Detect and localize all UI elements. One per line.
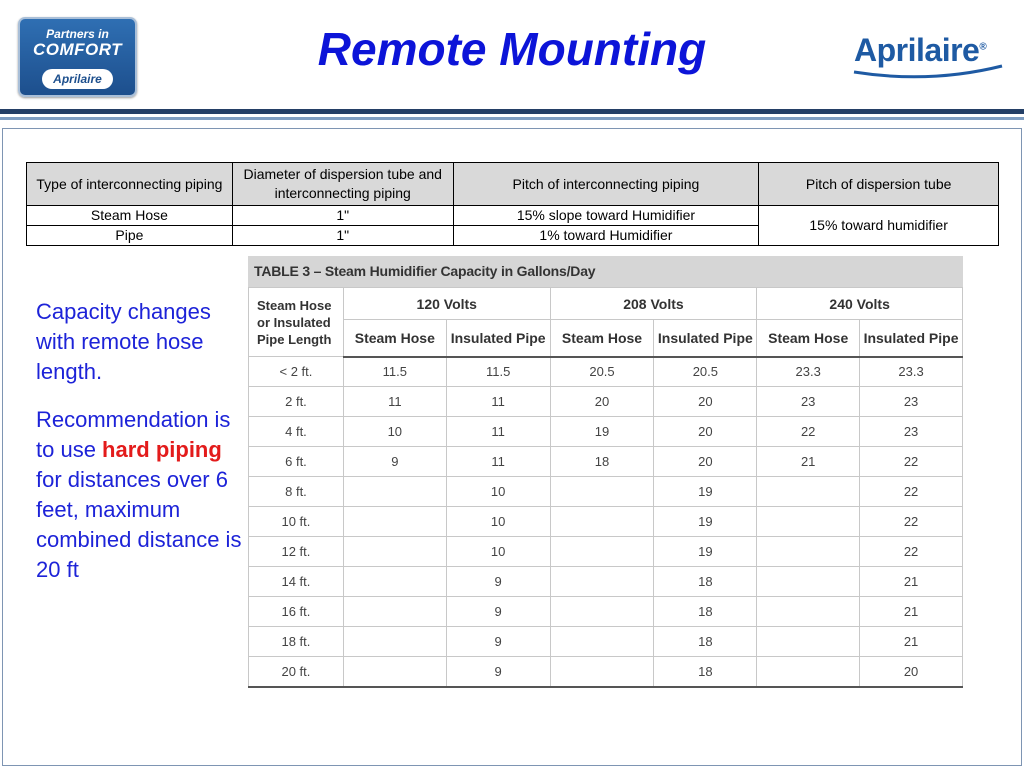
sub-header: Steam Hose (550, 320, 654, 357)
pipe-cell-pitch: 15% slope toward Humidifier (453, 206, 759, 226)
capacity-cell: 9 (446, 597, 550, 627)
table-row (249, 477, 963, 507)
voltage-header-120: 120 Volts (343, 288, 550, 320)
capacity-cell: 22 (757, 417, 860, 447)
capacity-cell: 11 (446, 387, 550, 417)
capacity-cell: 9 (446, 567, 550, 597)
capacity-cell: 22 (860, 477, 963, 507)
logo-text: Aprilaire® (854, 32, 987, 68)
capacity-cell (343, 477, 446, 507)
capacity-table-body (249, 357, 963, 687)
capacity-cell (757, 597, 860, 627)
sub-header: Steam Hose (757, 320, 860, 357)
capacity-cell: 23 (757, 387, 860, 417)
capacity-cell: 20 (860, 657, 963, 687)
capacity-cell: 22 (860, 507, 963, 537)
capacity-cell (550, 627, 654, 657)
capacity-cell: 18 (654, 597, 757, 627)
capacity-cell: 21 (757, 447, 860, 477)
capacity-cell: 10 (343, 417, 446, 447)
capacity-table-block (248, 256, 963, 688)
capacity-cell: 9 (446, 657, 550, 687)
capacity-cell: 9 (446, 627, 550, 657)
length-cell: 4 ft. (249, 417, 344, 447)
pipe-header-type: Type of interconnecting piping (27, 163, 233, 206)
badge-line-2: COMFORT (32, 40, 123, 59)
capacity-table (248, 287, 963, 688)
pipe-header-diameter: Diameter of dispersion tube and interconnecting piping (232, 163, 453, 206)
table-row (249, 627, 963, 657)
length-cell: 10 ft. (249, 507, 344, 537)
capacity-cell (550, 657, 654, 687)
table-row (249, 417, 963, 447)
length-cell: < 2 ft. (249, 357, 344, 387)
capacity-cell (550, 477, 654, 507)
pipe-cell-type: Pipe (27, 226, 233, 246)
capacity-cell: 18 (654, 657, 757, 687)
capacity-cell: 18 (654, 627, 757, 657)
capacity-cell: 11.5 (343, 357, 446, 387)
capacity-cell: 10 (446, 537, 550, 567)
length-cell: 16 ft. (249, 597, 344, 627)
capacity-cell (343, 657, 446, 687)
capacity-cell (757, 567, 860, 597)
length-cell: 8 ft. (249, 477, 344, 507)
capacity-cell: 19 (654, 507, 757, 537)
capacity-cell: 22 (860, 537, 963, 567)
voltage-header-240: 240 Volts (757, 288, 963, 320)
capacity-cell (343, 507, 446, 537)
capacity-cell: 23 (860, 387, 963, 417)
note-capacity: Capacity changes with remote hose length. (36, 299, 211, 384)
pipe-cell-type: Steam Hose (27, 206, 233, 226)
table-row (249, 657, 963, 687)
capacity-cell (757, 477, 860, 507)
capacity-cell: 19 (550, 417, 654, 447)
capacity-cell: 21 (860, 597, 963, 627)
capacity-cell (757, 537, 860, 567)
length-cell: 20 ft. (249, 657, 344, 687)
capacity-cell: 23.3 (860, 357, 963, 387)
table-row (249, 597, 963, 627)
table-row (249, 507, 963, 537)
capacity-cell (343, 537, 446, 567)
capacity-cell: 20.5 (654, 357, 757, 387)
capacity-cell: 20.5 (550, 357, 654, 387)
sub-header: Steam Hose (343, 320, 446, 357)
length-cell: 2 ft. (249, 387, 344, 417)
table-row (249, 387, 963, 417)
capacity-cell: 10 (446, 507, 550, 537)
sub-header: Insulated Pipe (654, 320, 757, 357)
table-row (249, 537, 963, 567)
capacity-cell: 11.5 (446, 357, 550, 387)
slide-title: Remote Mounting (317, 23, 707, 75)
capacity-cell: 19 (654, 537, 757, 567)
capacity-cell (343, 627, 446, 657)
pipe-cell-pitch: 1% toward Humidifier (453, 226, 759, 246)
header-rule-light (0, 117, 1024, 120)
capacity-cell: 20 (654, 447, 757, 477)
voltage-header-208: 208 Volts (550, 288, 757, 320)
capacity-cell: 18 (550, 447, 654, 477)
capacity-cell: 11 (446, 447, 550, 477)
aprilaire-logo (850, 28, 1010, 80)
capacity-cell (757, 627, 860, 657)
capacity-cell (550, 597, 654, 627)
highlight-hard-piping: hard piping (102, 437, 222, 462)
pipe-cell-diameter: 1" (232, 226, 453, 246)
capacity-cell: 10 (446, 477, 550, 507)
capacity-cell: 18 (654, 567, 757, 597)
capacity-cell (757, 507, 860, 537)
table-row (249, 567, 963, 597)
capacity-cell: 20 (654, 387, 757, 417)
capacity-cell (757, 657, 860, 687)
capacity-cell: 11 (343, 387, 446, 417)
header-rule-dark (0, 109, 1024, 114)
capacity-cell: 20 (654, 417, 757, 447)
length-cell: 6 ft. (249, 447, 344, 477)
capacity-cell: 19 (654, 477, 757, 507)
capacity-cell: 21 (860, 567, 963, 597)
table-row (249, 447, 963, 477)
length-cell: 14 ft. (249, 567, 344, 597)
capacity-cell: 23.3 (757, 357, 860, 387)
capacity-cell: 9 (343, 447, 446, 477)
capacity-cell: 21 (860, 627, 963, 657)
sub-header: Insulated Pipe (860, 320, 963, 357)
capacity-cell: 22 (860, 447, 963, 477)
piping-table (26, 162, 999, 246)
pipe-header-pitch-piping: Pitch of interconnecting piping (453, 163, 759, 206)
capacity-cell: 20 (550, 387, 654, 417)
capacity-cell (550, 537, 654, 567)
table-row (27, 206, 999, 226)
capacity-cell (343, 597, 446, 627)
badge-line-1: Partners in (46, 27, 109, 41)
length-header: Steam Hose or Insulated Pipe Length (249, 288, 344, 357)
capacity-cell (343, 567, 446, 597)
capacity-cell: 11 (446, 417, 550, 447)
table-row (249, 357, 963, 387)
capacity-table-caption: TABLE 3 – Steam Humidifier Capacity in Gallons/Day (248, 256, 963, 287)
pipe-cell-tube-pitch: 15% toward humidifier (759, 206, 999, 246)
capacity-cell (550, 507, 654, 537)
note-recommendation: Recommendation is to use hard piping for distances over 6 feet, maximum combined distance is 20 ft (36, 407, 242, 582)
pipe-cell-diameter: 1" (232, 206, 453, 226)
notes-text (36, 297, 246, 603)
length-cell: 18 ft. (249, 627, 344, 657)
capacity-cell (550, 567, 654, 597)
pipe-header-pitch-tube: Pitch of dispersion tube (759, 163, 999, 206)
length-cell: 12 ft. (249, 537, 344, 567)
capacity-cell: 23 (860, 417, 963, 447)
badge-line-3: Aprilaire (42, 69, 113, 89)
sub-header: Insulated Pipe (446, 320, 550, 357)
